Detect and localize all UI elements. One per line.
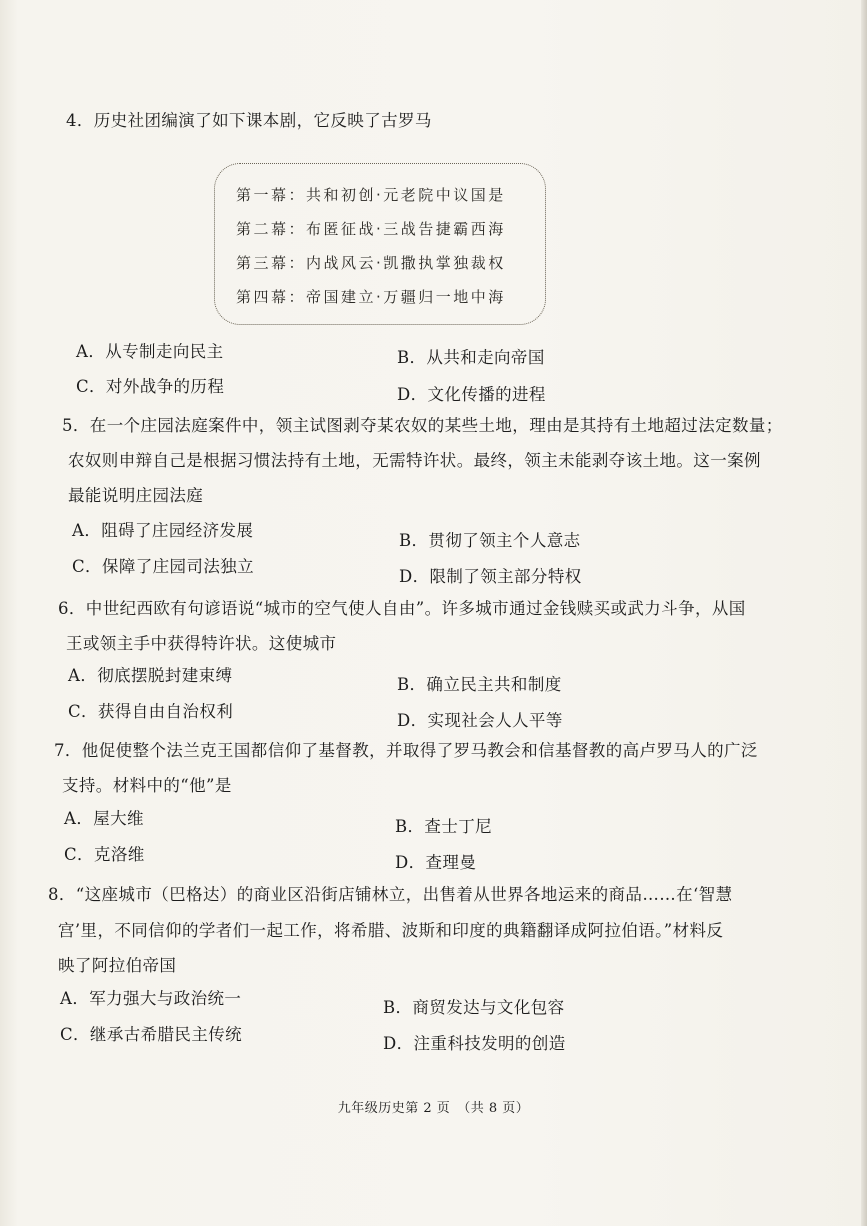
page-edge-shadow bbox=[861, 0, 867, 1226]
q8-option-d: D．注重科技发明的创造 bbox=[383, 1034, 566, 1053]
q6-stem-line-1: 6．中世纪西欧有句谚语说“城市的空气使人自由”。许多城市通过金钱赎买或武力斗争，从国 bbox=[58, 599, 746, 618]
q5-option-a: A．阻碍了庄园经济发展 bbox=[72, 521, 254, 540]
q8-stem-line-3: 映了阿拉伯帝国 bbox=[58, 956, 177, 975]
q8-stem-line-2: 宫’里，不同信仰的学者们一起工作，将希腊、波斯和印度的典籍翻译成阿拉伯语。”材料反 bbox=[58, 921, 724, 940]
q7-option-a: A．屋大维 bbox=[64, 809, 144, 828]
q5-stem-line-3: 最能说明庄园法庭 bbox=[68, 486, 204, 505]
q5-stem-line-2: 农奴则申辩自己是根据习惯法持有土地，无需特许状。最终，领主未能剥夺该土地。这一案例 bbox=[68, 451, 761, 470]
q6-option-d: D．实现社会人人平等 bbox=[397, 711, 563, 730]
q6-stem-line-2: 王或领主手中获得特许状。这使城市 bbox=[66, 634, 337, 653]
q6-option-b: B．确立民主共和制度 bbox=[397, 675, 562, 694]
q7-stem-line-2: 支持。材料中的“他”是 bbox=[62, 776, 232, 795]
q4-option-d: D．文化传播的进程 bbox=[397, 385, 546, 404]
q4-scene-1: 第一幕：共和初创·元老院中议国是 bbox=[236, 186, 506, 204]
q4-option-b: B．从共和走向帝国 bbox=[397, 348, 545, 367]
q8-option-b: B．商贸发达与文化包容 bbox=[383, 998, 565, 1017]
q5-option-c: C．保障了庄园司法独立 bbox=[72, 557, 255, 576]
q7-option-d: D．查理曼 bbox=[395, 853, 477, 872]
q4-stem: 4．历史社团编演了如下课本剧，它反映了古罗马 bbox=[66, 111, 432, 130]
q7-option-c: C．克洛维 bbox=[64, 845, 145, 864]
q7-option-b: B．查士丁尼 bbox=[395, 817, 493, 836]
q5-stem-line-1: 5．在一个庄园法庭案件中，领主试图剥夺某农奴的某些土地，理由是其持有土地超过法定数量； bbox=[62, 416, 783, 435]
q5-option-b: B．贯彻了领主个人意志 bbox=[399, 531, 581, 550]
q4-scene-3: 第三幕：内战风云·凯撒执掌独裁权 bbox=[236, 254, 506, 272]
q8-stem-line-1: 8．“这座城市（巴格达）的商业区沿街店铺林立，出售着从世界各地运来的商品……在‘智慧 bbox=[48, 885, 733, 904]
page-footer: 九年级历史第 2 页 （共 8 页） bbox=[337, 1101, 530, 1116]
q4-option-c: C．对外战争的历程 bbox=[76, 377, 225, 396]
q4-scene-2: 第二幕：布匿征战·三战告捷霸西海 bbox=[236, 220, 506, 238]
q4-scene-4: 第四幕：帝国建立·万疆归一地中海 bbox=[236, 288, 506, 306]
q6-option-c: C．获得自由自治权利 bbox=[68, 702, 234, 721]
q8-option-a: A．军力强大与政治统一 bbox=[60, 989, 242, 1008]
q4-option-a: A．从专制走向民主 bbox=[76, 342, 224, 361]
q8-option-c: C．继承古希腊民主传统 bbox=[60, 1025, 243, 1044]
q7-stem-line-1: 7．他促使整个法兰克王国都信仰了基督教，并取得了罗马教会和信基督教的高卢罗马人的广泛 bbox=[54, 741, 758, 760]
q6-option-a: A．彻底摆脱封建束缚 bbox=[68, 666, 233, 685]
q5-option-d: D．限制了领主部分特权 bbox=[399, 567, 582, 586]
